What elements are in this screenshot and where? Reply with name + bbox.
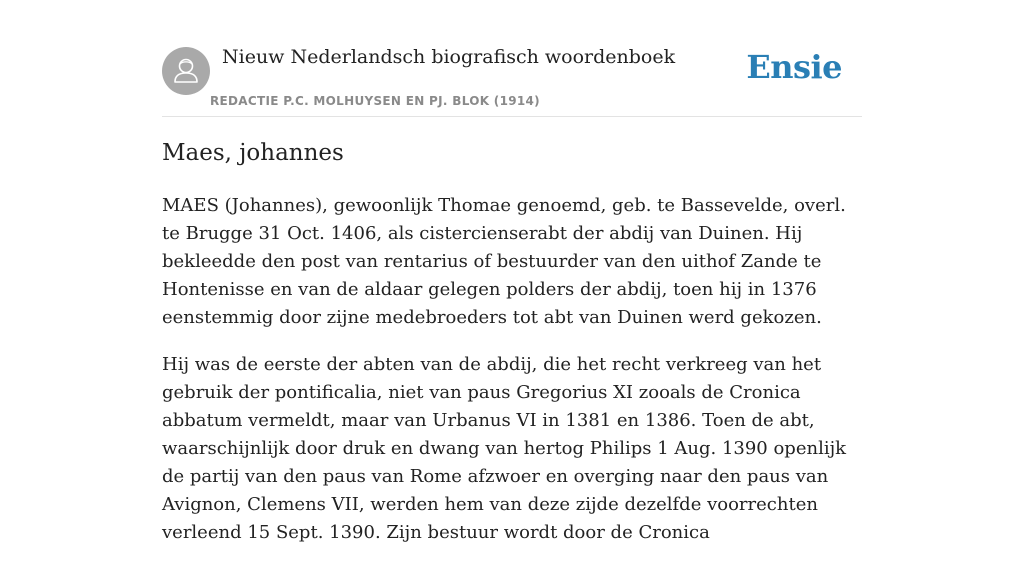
article-body — [162, 192, 862, 566]
book-title[interactable]: Nieuw Nederlandsch biografisch woordenboek — [222, 46, 676, 68]
article-paragraph: Hij was de eerste der abten van de abdij, die het recht verkreeg van het gebruik der pontificalia, niet van paus Gregorius XI zooals de Cronica abbatum vermeldt, maar van Urbanus VI in 1381 en 1386. Toen de abt, waarschijnlijk door druk en dwang van hertog Philips 1 Aug. 1390 openlijk de partij van den paus van Rome afzwoer en overging naar den paus van Avignon, Clemens VII, werden hem van deze zijde dezelfde voorrechten verleend 15 Sept. 1390. Zijn bestuur wordt door de Cronica — [162, 354, 847, 543]
book-editors: REDACTIE P.C. MOLHUYSEN EN PJ. BLOK (1914) — [210, 94, 540, 108]
user-avatar-icon[interactable] — [162, 47, 210, 95]
user-icon — [162, 47, 210, 95]
article-title: Maes, johannes — [162, 140, 344, 166]
header — [162, 40, 862, 117]
article-paragraph: MAES (Johannes), gewoonlijk Thomae genoemd, geb. te Bassevelde, overl. te Brugge 31 Oct. 1406, als cistercienserabt der abdij van Duinen. Hij bekleedde den post van rentarius of bestuurder van den uithof Zande te Hontenisse en van de aldaar gelegen polders der abdij, toen hij in 1376 eenstemmig door zijne medebroeders tot abt van Duinen werd gekozen. — [162, 195, 846, 328]
ensie-logo[interactable]: Ensie — [746, 48, 842, 86]
